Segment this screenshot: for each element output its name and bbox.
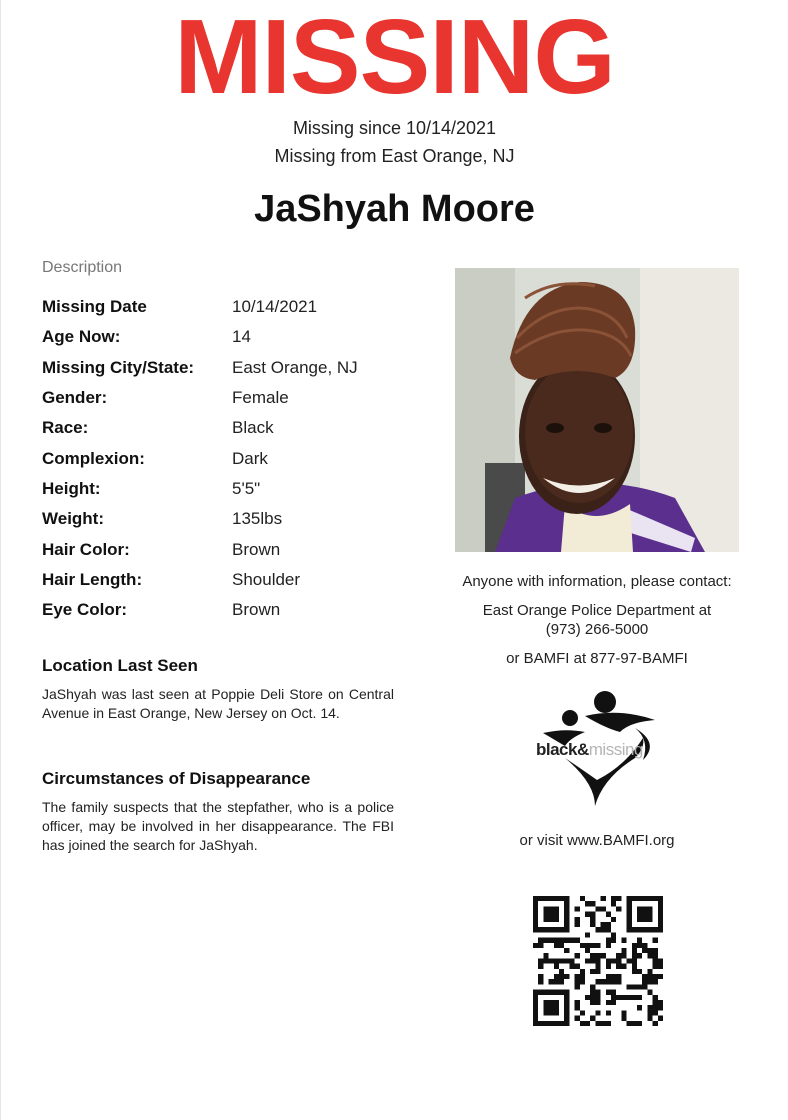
detail-row <box>42 353 422 383</box>
detail-value: 5'5" <box>232 478 261 498</box>
qr-code-icon[interactable] <box>533 896 663 1026</box>
detail-row <box>42 504 422 534</box>
detail-label: Height: <box>42 478 101 498</box>
detail-row <box>42 443 422 473</box>
contact-bamfi: or BAMFI at 877-97-BAMFI <box>506 650 688 667</box>
location-last-seen-body: JaShyah was last seen at Poppie Deli Store on Central Avenue in East Orange, New Jersey on Oct. 14. <box>42 686 394 721</box>
detail-label: Complexion: <box>42 448 145 468</box>
circumstances-title: Circumstances of Disappearance <box>42 769 311 788</box>
contact-org: East Orange Police Department at <box>482 602 712 619</box>
missing-person-photo <box>455 268 739 552</box>
detail-label: Gender: <box>42 388 108 408</box>
logo-text-faded: missing <box>588 740 643 759</box>
detail-value: Brown <box>232 539 281 559</box>
missing-since: Missing since 10/14/2021 <box>292 118 497 138</box>
bamfi-logo-text <box>536 740 643 760</box>
detail-label: Race: <box>42 418 89 438</box>
detail-row <box>42 413 422 443</box>
detail-value: Black <box>232 418 274 438</box>
contact-intro: Anyone with information, please contact: <box>462 573 732 590</box>
portrait-illustration <box>455 268 739 552</box>
person-name: JaShyah Moore <box>254 188 535 230</box>
details-table <box>42 292 422 625</box>
logo-text-main: black& <box>536 740 589 759</box>
detail-label: Weight: <box>42 509 105 529</box>
location-last-seen-title: Location Last Seen <box>42 656 198 675</box>
detail-value: 14 <box>232 327 251 347</box>
detail-label: Hair Color: <box>42 539 130 559</box>
detail-row <box>42 474 422 504</box>
detail-row <box>42 292 422 322</box>
circumstances-body: The family suspects that the stepfather, who is a police officer, may be involved in her disappearance. The FBI has joined the search for JaShyah. <box>42 799 394 853</box>
headline: MISSING <box>174 0 615 116</box>
detail-value: 10/14/2021 <box>232 297 318 317</box>
detail-row <box>42 565 422 595</box>
detail-row <box>42 383 422 413</box>
detail-value: East Orange, NJ <box>232 357 358 377</box>
detail-label: Age Now: <box>42 327 121 347</box>
detail-label: Missing City/State: <box>42 357 195 377</box>
website-text: or visit www.BAMFI.org <box>519 832 675 849</box>
detail-value: Shoulder <box>232 569 301 589</box>
detail-value: 135lbs <box>232 509 283 529</box>
detail-value: Dark <box>232 448 268 468</box>
detail-label: Hair Length: <box>42 569 143 589</box>
detail-row <box>42 534 422 564</box>
detail-row <box>42 595 422 625</box>
detail-label: Eye Color: <box>42 600 128 620</box>
detail-value: Brown <box>232 600 281 620</box>
contact-phone: (973) 266-5000 <box>545 621 649 638</box>
detail-label: Missing Date <box>42 297 147 317</box>
detail-value: Female <box>232 388 289 408</box>
missing-from: Missing from East Orange, NJ <box>274 146 515 166</box>
description-label: Description <box>42 259 123 276</box>
detail-row <box>42 322 422 352</box>
